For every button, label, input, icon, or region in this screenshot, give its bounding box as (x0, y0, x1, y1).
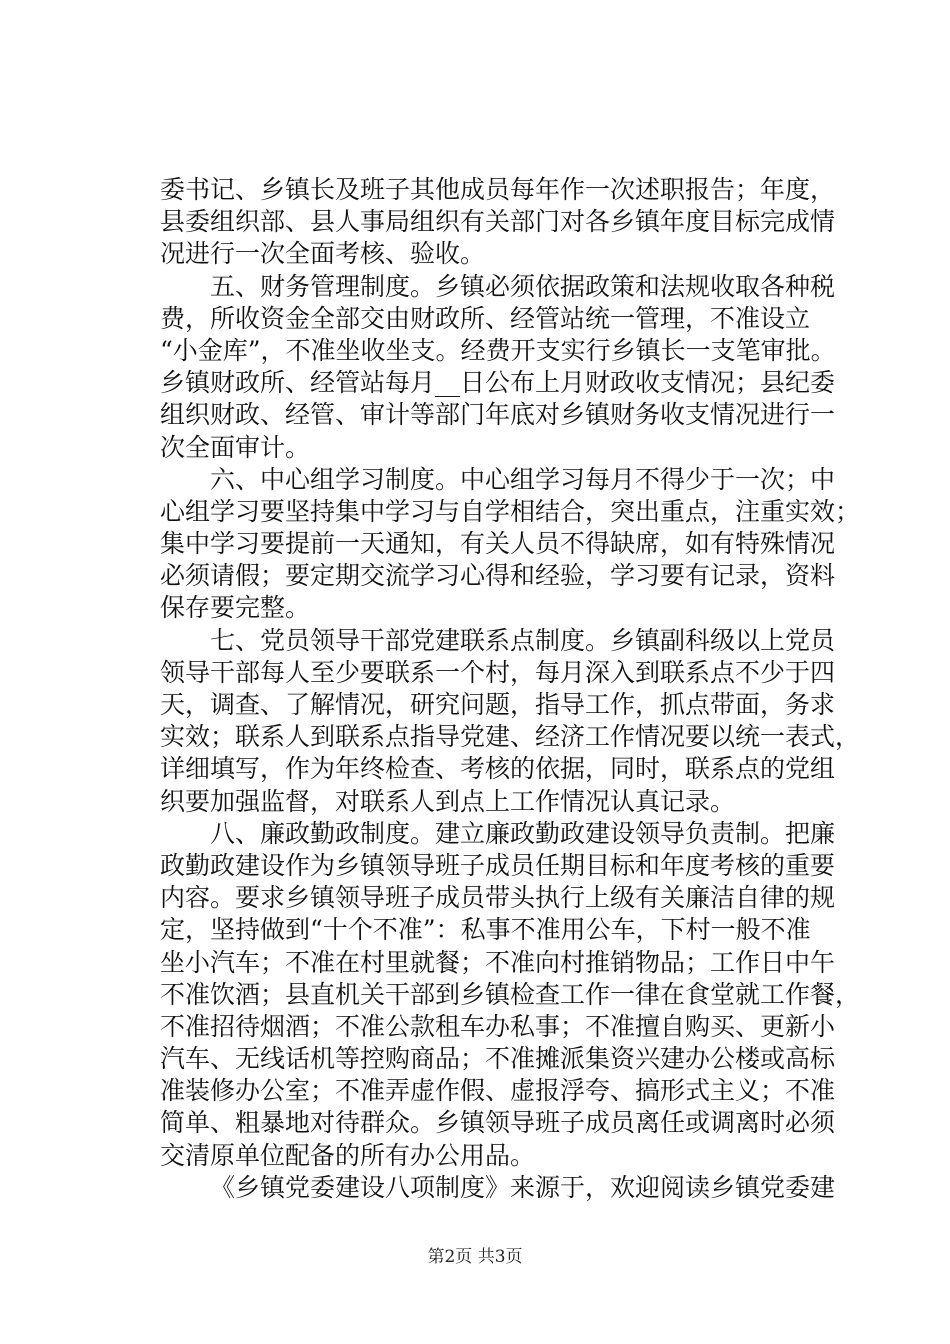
body-line: 领导干部每人至少要联系一个村，每月深入到联系点不少于四 (160, 657, 836, 687)
body-line: 天，调查、了解情况，研究问题，指导工作，抓点带面，务求 (160, 690, 836, 719)
paragraph-start-line: 七、党员领导干部党建联系点制度。乡镇副科级以上党员 (210, 625, 836, 655)
body-line: 不准饮酒；县直机关干部到乡镇检查工作一律在食堂就工作餐， (160, 979, 861, 1009)
body-line: 简单、粗暴地对待群众。乡镇领导班子成员离任或调离时必须 (160, 1108, 836, 1138)
body-line: 政勤政建设作为乡镇领导班子成员任期目标和年度考核的重要 (160, 850, 836, 880)
page-number-footer: 第2页 共3页 (427, 1247, 523, 1267)
paragraph-start-line: 六、中心组学习制度。中心组学习每月不得少于一次；中 (210, 464, 836, 494)
document-body (160, 174, 861, 1204)
body-line: 定，坚持做到“十个不准”：私事不准用公车，下村一般不准 (160, 915, 811, 945)
body-line: 保存要完整。 (160, 593, 311, 623)
body-line: 乡镇财政所、经管站每月__日公布上月财政收支情况；县纪委 (160, 368, 836, 398)
paragraph-start-line: 五、财务管理制度。乡镇必须依据政策和法规收取各种税 (210, 271, 836, 301)
body-line: 必须请假；要定期交流学习心得和经验，学习要有记录，资料 (160, 561, 836, 591)
body-line: 织要加强监督，对联系人到点上工作情况认真记录。 (160, 786, 736, 816)
body-line: 组织财政、经管、审计等部门年底对乡镇财务收支情况进行一 (160, 400, 836, 430)
body-line: 况进行一次全面考核、验收。 (160, 239, 486, 269)
body-line: 县委组织部、县人事局组织有关部门对各乡镇年度目标完成情 (160, 207, 836, 237)
body-line: 详细填写，作为年终检查、考核的依据，同时，联系点的党组 (160, 754, 836, 784)
body-line: 交清原单位配备的所有办公用品。 (160, 1140, 536, 1170)
body-line: 心组学习要坚持集中学习与自学相结合，突出重点，注重实效； (160, 496, 861, 526)
body-line: 次全面审计。 (160, 432, 311, 462)
body-line: 集中学习要提前一天通知，有关人员不得缺席，如有特殊情况 (160, 529, 836, 559)
body-line: 委书记、乡镇长及班子其他成员每年作一次述职报告；年度， (160, 175, 836, 204)
body-line: 实效；联系人到联系点指导党建、经济工作情况要以统一表式， (160, 722, 861, 752)
body-line: 准装修办公室；不准弄虚作假、虚报浮夸、搞形式主义；不准 (160, 1076, 836, 1106)
body-line: 费，所收资金全部交由财政所、经管站统一管理，不准设立 (160, 303, 811, 333)
body-line: 不准招待烟酒；不准公款租车办私事；不准擅自购买、更新小 (160, 1011, 836, 1041)
paragraph-start-line: 八、廉政勤政制度。建立廉政勤政建设领导负责制。把廉 (210, 818, 836, 848)
paragraph-start-line: 《乡镇党委建设八项制度》来源于，欢迎阅读乡镇党委建 (210, 1172, 836, 1202)
body-line: “小金库”，不准坐收坐支。经费开支实行乡镇长一支笔审批。 (160, 335, 836, 365)
body-line: 汽车、无线话机等控购商品；不准摊派集资兴建办公楼或高标 (160, 1044, 836, 1074)
body-line: 坐小汽车；不准在村里就餐；不准向村推销物品；工作日中午 (160, 947, 836, 977)
body-line: 内容。要求乡镇领导班子成员带头执行上级有关廉洁自律的规 (160, 883, 836, 913)
